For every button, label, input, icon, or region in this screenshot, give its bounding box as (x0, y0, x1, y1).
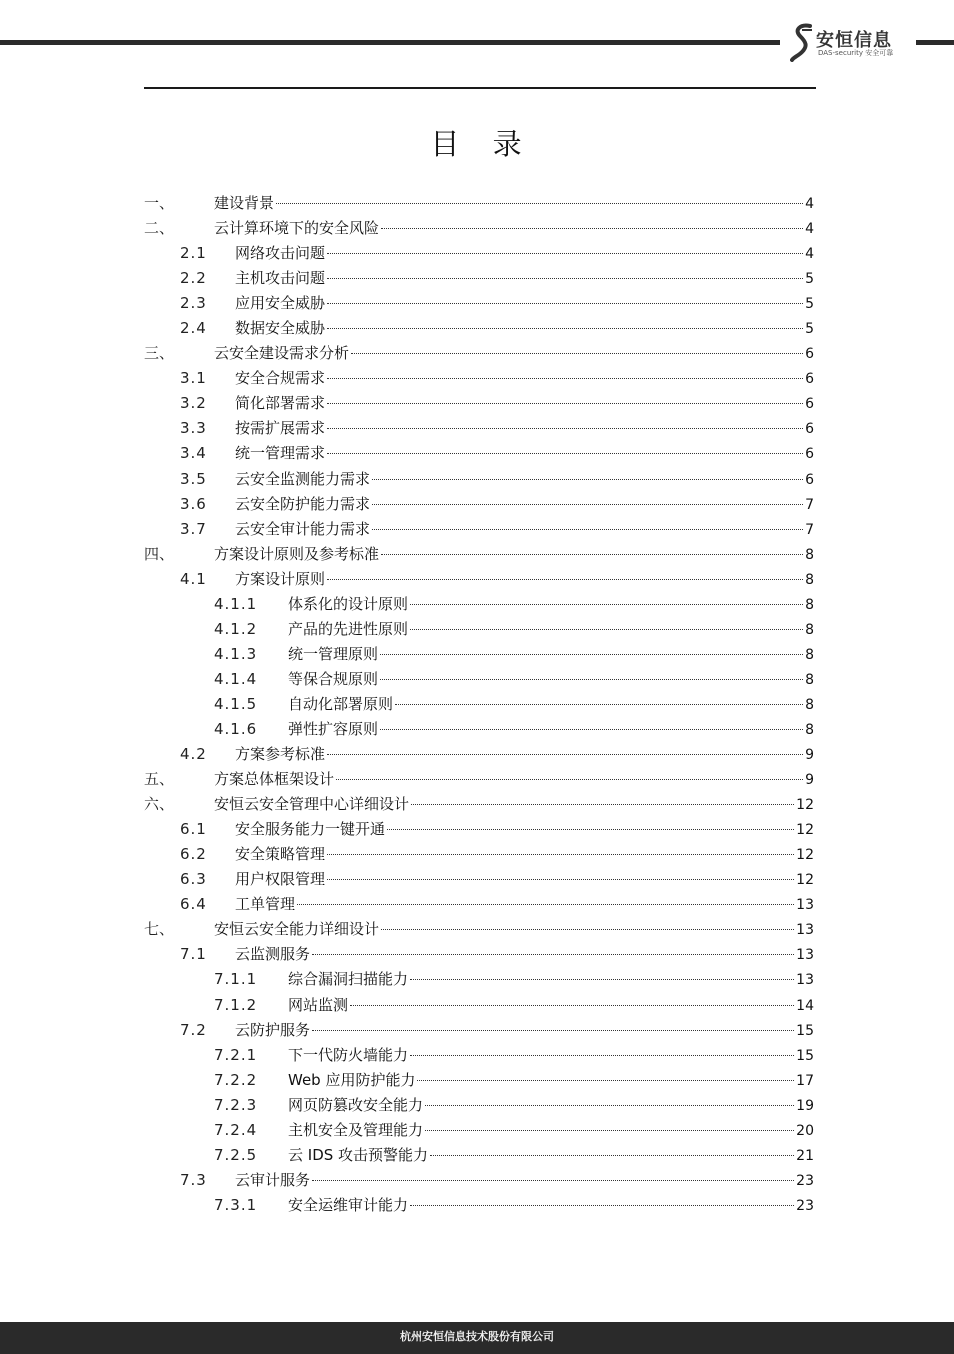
toc-dot-leader (410, 979, 794, 980)
toc-entry-number: 4.1.4 (214, 669, 258, 688)
toc-entry-title: 弹性扩容原则 (288, 719, 379, 738)
toc-entry-title: 下一代防火墙能力 (288, 1045, 409, 1064)
toc-entry-number: 二、 (144, 219, 175, 238)
toc-entry-number: 7.2.2 (214, 1070, 258, 1089)
toc-entry-number: 七、 (144, 920, 175, 939)
toc-entry-page-number: 8 (805, 696, 814, 713)
toc-entry[interactable] (144, 391, 814, 416)
toc-dot-leader (327, 453, 803, 454)
toc-entry-number: 6.2 (180, 845, 207, 864)
toc-entry-page-number: 17 (796, 1072, 814, 1089)
toc-entry-number: 7.2.5 (214, 1145, 258, 1164)
header-rule-left (0, 40, 780, 45)
toc-entry-page-number: 7 (805, 496, 814, 513)
toc-entry-title: 统一管理需求 (235, 444, 326, 463)
toc-entry-page-number: 6 (805, 446, 814, 463)
toc-entry-number: 6.1 (180, 820, 207, 839)
toc-entry-number: 三、 (144, 344, 175, 363)
toc-entry[interactable] (144, 892, 814, 917)
toc-entry-page-number: 6 (805, 421, 814, 438)
toc-dot-leader (327, 428, 803, 429)
toc-entry-page-number: 20 (796, 1122, 814, 1139)
toc-dot-leader (327, 854, 794, 855)
toc-dot-leader (372, 504, 803, 505)
toc-entry[interactable] (144, 1118, 814, 1143)
toc-entry-page-number: 8 (805, 646, 814, 663)
toc-entry-number: 7.2.3 (214, 1095, 258, 1114)
toc-entry[interactable] (144, 266, 814, 291)
toc-entry-title: 应用安全威胁 (235, 294, 326, 313)
toc-entry-number: 7.1 (180, 945, 207, 964)
toc-entry-page-number: 13 (796, 897, 814, 914)
toc-entry-number: 4.1.3 (214, 644, 258, 663)
toc-entry-title: Web 应用防护能力 (288, 1070, 416, 1089)
toc-dot-leader (381, 228, 803, 229)
toc-entry-number: 3.6 (180, 494, 207, 513)
toc-entry-number: 7.2.1 (214, 1045, 258, 1064)
toc-entry-page-number: 5 (805, 271, 814, 288)
toc-entry-title: 云防护服务 (235, 1020, 311, 1039)
toc-dot-leader (327, 328, 803, 329)
toc-entry-title: 方案设计原则 (235, 569, 326, 588)
toc-entry[interactable] (144, 517, 814, 542)
toc-dot-leader (276, 203, 803, 204)
toc-entry-title: 产品的先进性原则 (288, 619, 409, 638)
toc-dot-leader (336, 779, 803, 780)
toc-dot-leader (297, 904, 794, 905)
toc-entry-number: 3.3 (180, 419, 207, 438)
toc-entry[interactable] (144, 416, 814, 441)
table-of-contents (144, 191, 814, 1218)
toc-entry-number: 4.1.6 (214, 719, 258, 738)
toc-entry-title: 安全运维审计能力 (288, 1195, 409, 1214)
toc-entry-number: 7.1.1 (214, 970, 258, 989)
toc-entry-page-number: 6 (805, 346, 814, 363)
toc-entry-page-number: 4 (805, 246, 814, 263)
toc-entry-title: 安全合规需求 (235, 369, 326, 388)
toc-entry-page-number: 12 (796, 872, 814, 889)
toc-dot-leader (387, 829, 794, 830)
toc-dot-leader (327, 378, 803, 379)
toc-entry-title: 用户权限管理 (235, 870, 326, 889)
toc-dot-leader (425, 1130, 794, 1131)
toc-entry-page-number: 15 (796, 1022, 814, 1039)
toc-entry[interactable] (144, 542, 814, 567)
toc-entry[interactable] (144, 717, 814, 742)
toc-dot-leader (380, 729, 803, 730)
toc-entry-title: 云安全审计能力需求 (235, 519, 371, 538)
toc-entry[interactable] (144, 1068, 814, 1093)
toc-entry-page-number: 9 (805, 772, 814, 789)
toc-entry[interactable] (144, 942, 814, 967)
toc-dot-leader (327, 403, 803, 404)
toc-entry[interactable] (144, 241, 814, 266)
toc-entry-number: 7.3.1 (214, 1195, 258, 1214)
toc-dot-leader (327, 253, 803, 254)
toc-entry[interactable] (144, 917, 814, 942)
toc-entry-page-number: 8 (805, 596, 814, 613)
toc-entry-title: 安全服务能力一键开通 (235, 820, 386, 839)
toc-entry[interactable] (144, 967, 814, 992)
toc-entry-number: 2.1 (180, 244, 207, 263)
toc-entry-page-number: 21 (796, 1147, 814, 1164)
toc-entry[interactable] (144, 742, 814, 767)
toc-entry[interactable] (144, 642, 814, 667)
toc-entry[interactable] (144, 1043, 814, 1068)
toc-entry-title: 体系化的设计原则 (288, 594, 409, 613)
toc-entry-title: 方案参考标准 (235, 745, 326, 764)
toc-entry[interactable] (144, 842, 814, 867)
toc-entry[interactable] (144, 492, 814, 517)
toc-entry-title: 工单管理 (235, 895, 296, 914)
toc-entry-title: 方案设计原则及参考标准 (214, 544, 380, 563)
toc-entry-page-number: 4 (805, 196, 814, 212)
toc-dot-leader (410, 1055, 794, 1056)
toc-entry[interactable] (144, 1193, 814, 1218)
toc-entry-title: 网站监测 (288, 995, 349, 1014)
toc-entry[interactable] (144, 567, 814, 592)
toc-entry-number: 3.2 (180, 394, 207, 413)
logo-s-mark-icon (790, 22, 816, 62)
toc-entry-page-number: 15 (796, 1047, 814, 1064)
toc-entry[interactable] (144, 792, 814, 817)
toc-entry[interactable] (144, 617, 814, 642)
toc-entry-number: 7.1.2 (214, 995, 258, 1014)
page-title: 目 录 (430, 127, 524, 161)
toc-entry-title: 方案总体框架设计 (214, 770, 335, 789)
toc-entry[interactable] (144, 316, 814, 341)
toc-entry[interactable] (144, 1093, 814, 1118)
toc-dot-leader (327, 303, 803, 304)
toc-entry-title: 按需扩展需求 (235, 419, 326, 438)
toc-entry[interactable] (144, 441, 814, 466)
toc-entry[interactable] (144, 667, 814, 692)
toc-entry-title: 等保合规原则 (288, 669, 379, 688)
toc-entry-title: 自动化部署原则 (288, 694, 394, 713)
toc-dot-leader (410, 629, 803, 630)
page-header-divider (144, 87, 816, 89)
toc-entry-title: 安恒云安全能力详细设计 (214, 920, 380, 939)
footer-company-name: 杭州安恒信息技术股份有限公司 (400, 1330, 554, 1343)
toc-entry-number: 2.2 (180, 269, 207, 288)
toc-dot-leader (372, 529, 803, 530)
toc-dot-leader (312, 1030, 794, 1031)
toc-entry-number: 3.1 (180, 369, 207, 388)
toc-dot-leader (327, 579, 803, 580)
toc-entry-page-number: 4 (805, 221, 814, 238)
toc-entry[interactable] (144, 191, 814, 216)
toc-entry-title: 统一管理原则 (288, 644, 379, 663)
toc-entry-title: 云计算环境下的安全风险 (214, 219, 380, 238)
toc-entry-page-number: 13 (796, 972, 814, 989)
toc-entry[interactable] (144, 817, 814, 842)
toc-entry-title: 云监测服务 (235, 945, 311, 964)
toc-dot-leader (381, 554, 803, 555)
toc-entry-number: 7.3 (180, 1170, 207, 1189)
toc-entry-title: 综合漏洞扫描能力 (288, 970, 409, 989)
toc-entry-page-number: 5 (805, 321, 814, 338)
toc-entry-number: 6.4 (180, 895, 207, 914)
toc-dot-leader (410, 604, 803, 605)
toc-entry-number: 4.1.1 (214, 594, 258, 613)
header-rule-right (916, 40, 954, 45)
toc-entry-page-number: 13 (796, 922, 814, 939)
toc-entry-title: 主机攻击问题 (235, 269, 326, 288)
toc-entry-page-number: 5 (805, 296, 814, 313)
toc-entry[interactable] (144, 467, 814, 492)
toc-entry-page-number: 14 (796, 997, 814, 1014)
toc-entry-number: 六、 (144, 795, 175, 814)
toc-entry-number: 四、 (144, 544, 175, 563)
toc-entry-number: 2.3 (180, 294, 207, 313)
toc-entry[interactable] (144, 767, 814, 792)
toc-entry[interactable] (144, 1018, 814, 1043)
toc-entry[interactable] (144, 867, 814, 892)
toc-dot-leader (380, 654, 803, 655)
toc-dot-leader (327, 278, 803, 279)
toc-entry[interactable] (144, 1143, 814, 1168)
toc-entry-title: 云安全建设需求分析 (214, 344, 350, 363)
toc-entry-title: 简化部署需求 (235, 394, 326, 413)
toc-dot-leader (327, 879, 794, 880)
toc-entry-number: 2.4 (180, 319, 207, 338)
toc-entry-number: 3.5 (180, 469, 207, 488)
toc-dot-leader (351, 353, 803, 354)
toc-entry[interactable] (144, 592, 814, 617)
toc-entry-page-number: 9 (805, 747, 814, 764)
toc-entry-page-number: 8 (805, 571, 814, 588)
toc-entry-page-number: 19 (796, 1097, 814, 1114)
toc-entry-title: 云安全防护能力需求 (235, 494, 371, 513)
toc-dot-leader (312, 1180, 794, 1181)
toc-entry[interactable] (144, 993, 814, 1018)
toc-dot-leader (381, 929, 794, 930)
company-logo (790, 22, 910, 62)
toc-dot-leader (411, 804, 794, 805)
toc-entry-page-number: 12 (796, 822, 814, 839)
toc-entry-number: 五、 (144, 770, 175, 789)
toc-entry-title: 网页防篡改安全能力 (288, 1095, 424, 1114)
toc-entry-number: 4.2 (180, 745, 207, 764)
toc-entry[interactable] (144, 291, 814, 316)
toc-entry-number: 7.2 (180, 1020, 207, 1039)
toc-entry-number: 一、 (144, 194, 175, 212)
toc-dot-leader (430, 1155, 794, 1156)
toc-entry-title: 安全策略管理 (235, 845, 326, 864)
toc-entry-title: 数据安全威胁 (235, 319, 326, 338)
toc-entry-number: 6.3 (180, 870, 207, 889)
toc-dot-leader (410, 1205, 794, 1206)
toc-entry[interactable] (144, 216, 814, 241)
toc-entry-title: 安恒云安全管理中心详细设计 (214, 795, 410, 814)
toc-entry-page-number: 8 (805, 546, 814, 563)
toc-entry-number: 4.1.5 (214, 694, 258, 713)
toc-entry-page-number: 6 (805, 371, 814, 388)
toc-entry[interactable] (144, 366, 814, 391)
toc-entry-page-number: 6 (805, 471, 814, 488)
toc-dot-leader (425, 1105, 794, 1106)
toc-entry[interactable] (144, 692, 814, 717)
toc-dot-leader (350, 1005, 794, 1006)
toc-entry-number: 4.1.2 (214, 619, 258, 638)
toc-entry-page-number: 13 (796, 947, 814, 964)
toc-entry-page-number: 23 (796, 1172, 814, 1189)
toc-entry-number: 3.7 (180, 519, 207, 538)
toc-entry-title: 云安全监测能力需求 (235, 469, 371, 488)
logo-english-text: DAS-security 安全可靠 (818, 49, 894, 57)
toc-entry-page-number: 8 (805, 721, 814, 738)
toc-entry-page-number: 12 (796, 847, 814, 864)
toc-dot-leader (312, 954, 794, 955)
toc-entry-number: 7.2.4 (214, 1120, 258, 1139)
toc-entry-title: 云 IDS 攻击预警能力 (288, 1145, 429, 1164)
toc-entry-title: 主机安全及管理能力 (288, 1120, 424, 1139)
toc-entry-number: 3.4 (180, 444, 207, 463)
toc-entry-page-number: 8 (805, 621, 814, 638)
toc-dot-leader (327, 754, 803, 755)
toc-dot-leader (417, 1080, 794, 1081)
toc-entry[interactable] (144, 1168, 814, 1193)
toc-dot-leader (380, 679, 803, 680)
toc-entry-page-number: 23 (796, 1197, 814, 1214)
toc-entry[interactable] (144, 341, 814, 366)
toc-entry-title: 建设背景 (214, 194, 275, 212)
toc-dot-leader (372, 479, 803, 480)
toc-entry-page-number: 7 (805, 521, 814, 538)
toc-entry-title: 云审计服务 (235, 1170, 311, 1189)
toc-entry-page-number: 8 (805, 671, 814, 688)
toc-entry-title: 网络攻击问题 (235, 244, 326, 263)
logo-chinese-text: 安恒信息 (816, 30, 892, 51)
toc-dot-leader (395, 704, 803, 705)
toc-entry-page-number: 12 (796, 797, 814, 814)
toc-entry-number: 4.1 (180, 569, 207, 588)
toc-entry-page-number: 6 (805, 396, 814, 413)
